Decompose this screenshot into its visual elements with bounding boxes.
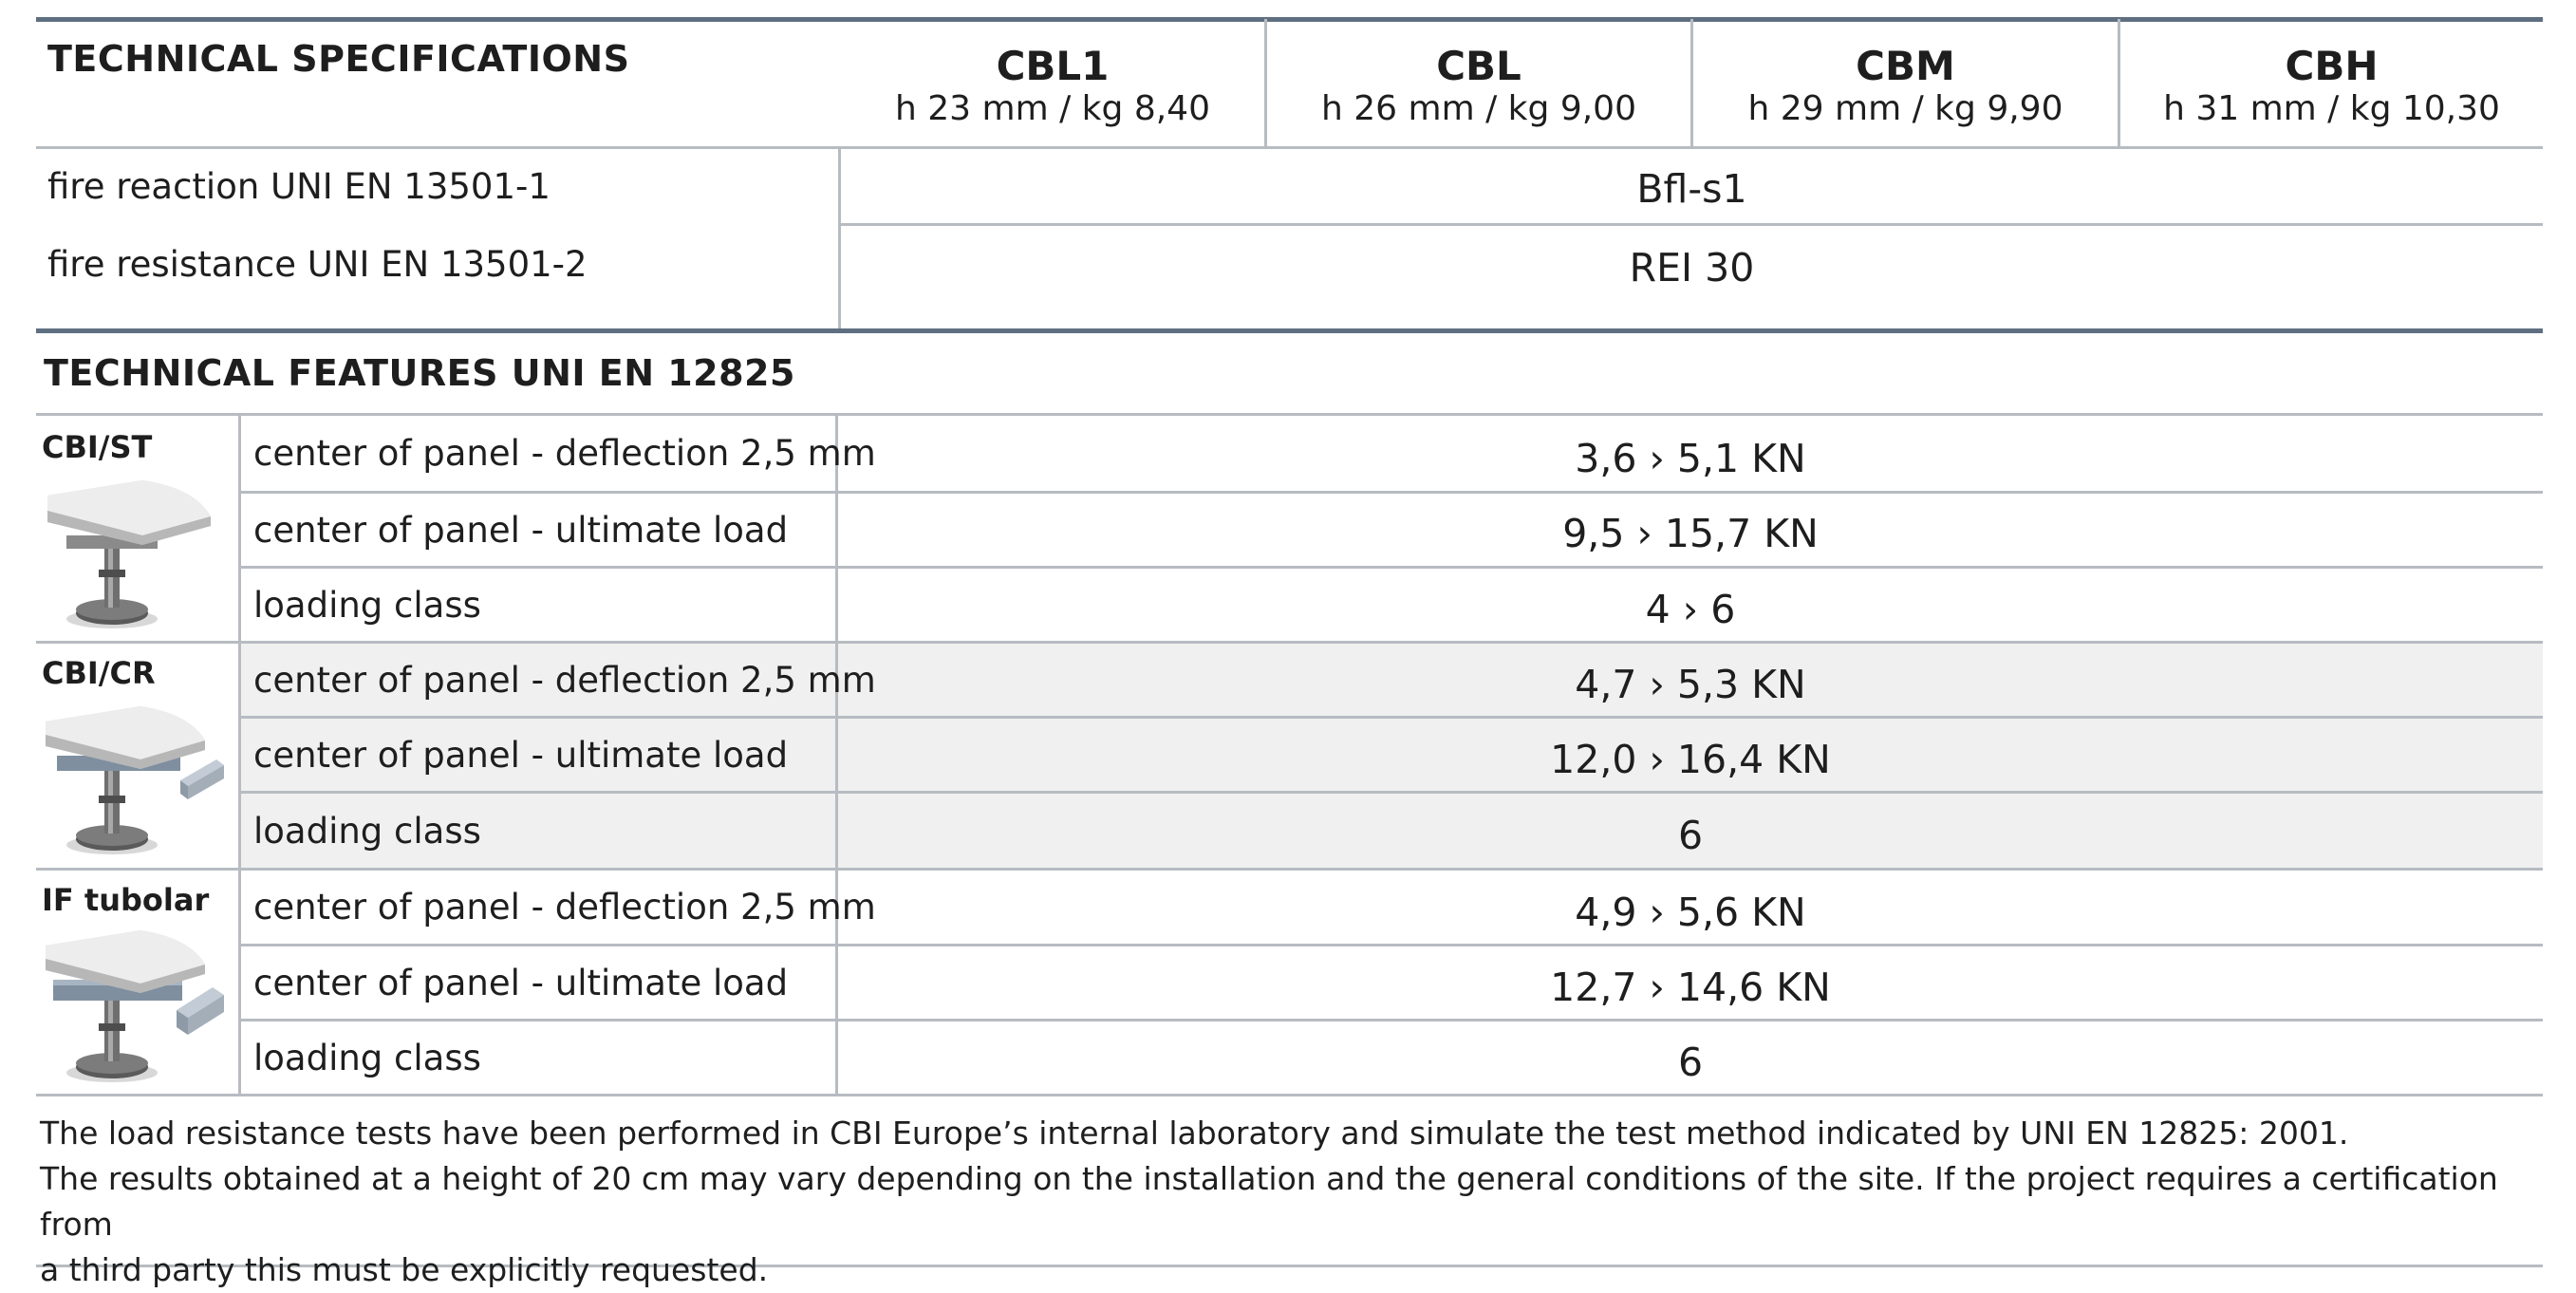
fire-resistance-label: fire resistance UNI EN 13501-2 [47, 243, 588, 285]
value-st-deflection: 3,6 › 5,1 KN [1575, 435, 1806, 481]
label-cr-deflection: center of panel - deflection 2,5 mm [253, 659, 876, 701]
footnote-line-1: The load resistance tests have been performed in CBI Europe’s internal laboratory and simulate the test method indicated by UNI EN 12825: 2001. [40, 1115, 2349, 1152]
group-name-cbi-cr: CBI/CR [42, 655, 156, 691]
group-divider [238, 415, 241, 1094]
label-cr-class: loading class [253, 810, 481, 852]
value-cr-deflection: 4,7 › 5,3 KN [1575, 662, 1806, 707]
features-title: TECHNICAL FEATURES UNI EN 12825 [44, 352, 795, 394]
label-st-class: loading class [253, 584, 481, 626]
top-rule [36, 17, 2543, 22]
pedestal-panel-tube-icon [38, 919, 228, 1088]
model-column-cbh [2120, 27, 2543, 144]
value-cr-class: 6 [1677, 813, 1704, 858]
footnote-line-3: a third party this must be explicitly requested. [40, 1251, 769, 1288]
footnote [40, 1111, 2546, 1293]
fire-resistance-value: REI 30 [1629, 245, 1755, 290]
model-spec: h 29 mm / kg 9,90 [1747, 89, 2063, 128]
model-name: CBH [2285, 43, 2379, 89]
label-st-ultimate: center of panel - ultimate load [253, 509, 789, 551]
pedestal-panel-icon [38, 467, 228, 636]
model-spec: h 31 mm / kg 10,30 [2163, 89, 2500, 128]
model-spec: h 23 mm / kg 8,40 [895, 89, 1210, 128]
value-if-ultimate: 12,7 › 14,6 KN [1550, 965, 1831, 1010]
fire-reaction-value: Bfl-s1 [1636, 166, 1747, 212]
label-if-class: loading class [253, 1037, 481, 1078]
model-column-cbl1 [841, 27, 1264, 144]
specs-title: TECHNICAL SPECIFICATIONS [47, 38, 630, 80]
model-name: CBM [1856, 43, 1955, 89]
model-column-cbl [1267, 27, 1690, 144]
label-cr-ultimate: center of panel - ultimate load [253, 734, 789, 776]
label-st-deflection: center of panel - deflection 2,5 mm [253, 433, 876, 474]
model-name: CBL1 [996, 43, 1110, 89]
label-if-deflection: center of panel - deflection 2,5 mm [253, 887, 876, 928]
label-if-ultimate: center of panel - ultimate load [253, 962, 789, 1003]
pedestal-panel-stringer-icon [38, 693, 228, 862]
model-name: CBL [1436, 43, 1521, 89]
group-name-if-tubolar: IF tubolar [42, 882, 210, 918]
value-st-class: 4 › 6 [1645, 587, 1736, 632]
value-if-class: 6 [1677, 1040, 1704, 1085]
model-spec: h 26 mm / kg 9,00 [1321, 89, 1636, 128]
value-if-deflection: 4,9 › 5,6 KN [1575, 889, 1806, 935]
value-st-ultimate: 9,5 › 15,7 KN [1562, 511, 1819, 556]
model-column-cbm [1693, 27, 2118, 144]
group-name-cbi-st: CBI/ST [42, 429, 153, 465]
value-cr-ultimate: 12,0 › 16,4 KN [1550, 737, 1831, 782]
fire-reaction-label: fire reaction UNI EN 13501-1 [47, 165, 551, 207]
footnote-line-2: The results obtained at a height of 20 cm may vary depending on the installation and the general conditions of the site. If the project requires a certification from [40, 1160, 2498, 1243]
